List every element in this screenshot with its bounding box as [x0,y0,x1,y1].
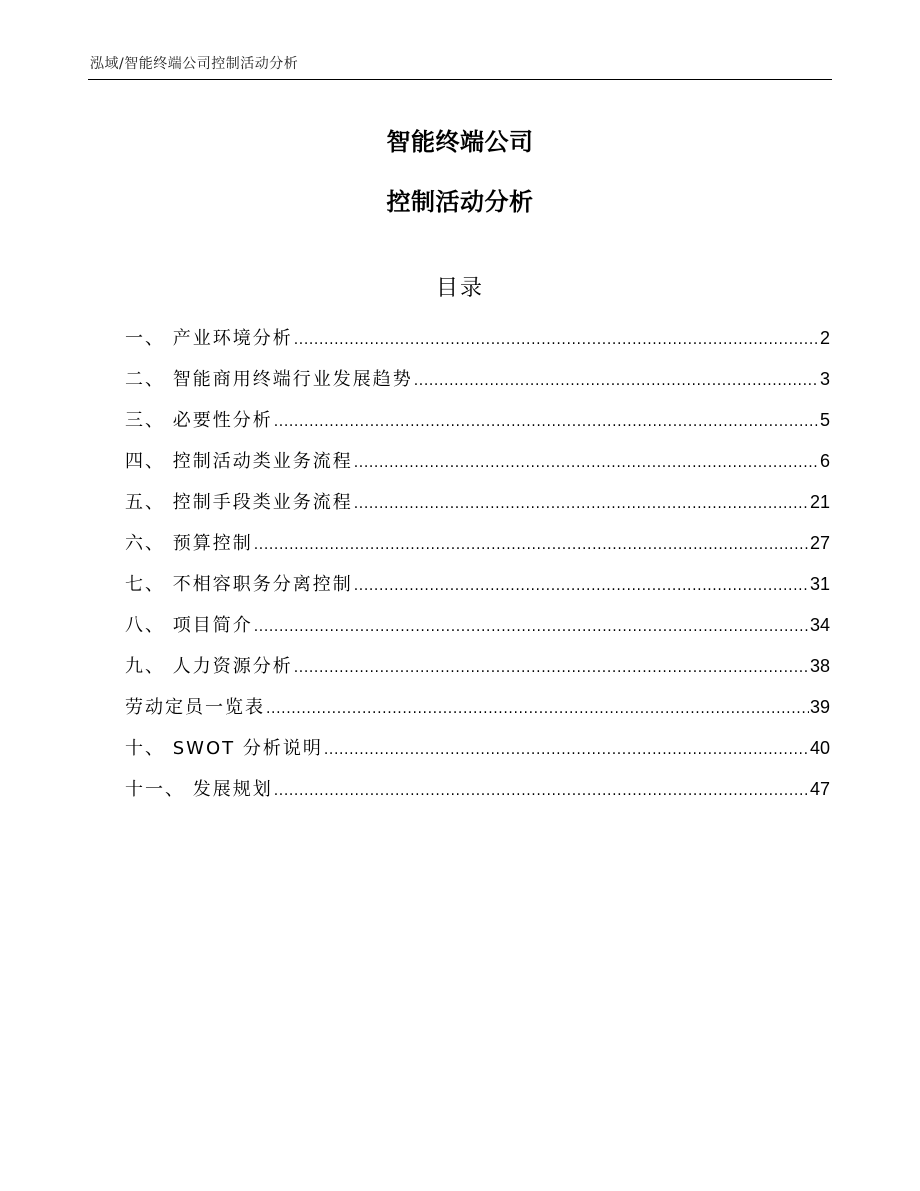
toc-entry-title: 三、 必要性分析 [125,410,273,431]
toc-entry[interactable] [125,693,830,734]
toc-entry-page: 6 [819,451,830,471]
toc-entry[interactable] [125,447,830,488]
toc-entry-title: 八、 项目简介 [125,615,253,636]
toc-leader-dots [254,537,809,553]
toc-entry[interactable] [125,365,830,406]
toc-entry[interactable] [125,570,830,611]
toc-entry-title: 一、 产业环境分析 [125,328,293,349]
toc-leader-dots [274,783,809,799]
toc-entry-page: 21 [809,492,830,512]
toc-entry[interactable] [125,652,830,693]
toc-leader-dots [266,701,809,717]
toc-entry-title: 六、 预算控制 [125,533,253,554]
toc-entry-page: 39 [809,697,830,717]
toc-entry[interactable] [125,611,830,652]
toc-leader-dots [354,578,809,594]
toc-entry-page: 38 [809,656,830,676]
toc-entry-page: 2 [819,328,830,348]
toc-entry-title: 五、 控制手段类业务流程 [125,492,353,513]
toc-entry-page: 3 [819,369,830,389]
table-of-contents [125,324,830,816]
toc-entry-title: 十一、 发展规划 [125,779,273,800]
toc-entry[interactable] [125,529,830,570]
toc-leader-dots [354,455,819,471]
toc-leader-dots [324,742,809,758]
toc-entry-title: 七、 不相容职务分离控制 [125,574,353,595]
toc-entry-title: 劳动定员一览表 [125,697,265,718]
toc-entry-title: 四、 控制活动类业务流程 [125,451,353,472]
toc-entry[interactable] [125,734,830,775]
toc-leader-dots [294,660,809,676]
page-header: 泓域/智能终端公司控制活动分析 [90,56,299,72]
toc-entry-title: 二、 智能商用终端行业发展趋势 [125,369,413,390]
toc-leader-dots [274,414,819,430]
toc-entry[interactable] [125,406,830,447]
toc-entry-page: 27 [809,533,830,553]
toc-leader-dots [414,373,819,389]
toc-leader-dots [354,496,809,512]
toc-entry-page: 34 [809,615,830,635]
header-divider [88,79,832,80]
toc-entry[interactable] [125,775,830,816]
toc-entry-page: 31 [809,574,830,594]
toc-leader-dots [294,332,819,348]
toc-leader-dots [254,619,809,635]
document-title-line1: 智能终端公司 [386,128,534,156]
toc-entry-page: 40 [809,738,830,758]
toc-entry[interactable] [125,488,830,529]
toc-entry-page: 47 [809,779,830,799]
toc-entry-title: 十、 SWOT 分析说明 [125,738,323,759]
toc-entry[interactable] [125,324,830,365]
toc-heading: 目录 [435,276,484,301]
document-title-line2: 控制活动分析 [386,188,534,216]
toc-entry-page: 5 [819,410,830,430]
toc-entry-title: 九、 人力资源分析 [125,656,293,677]
